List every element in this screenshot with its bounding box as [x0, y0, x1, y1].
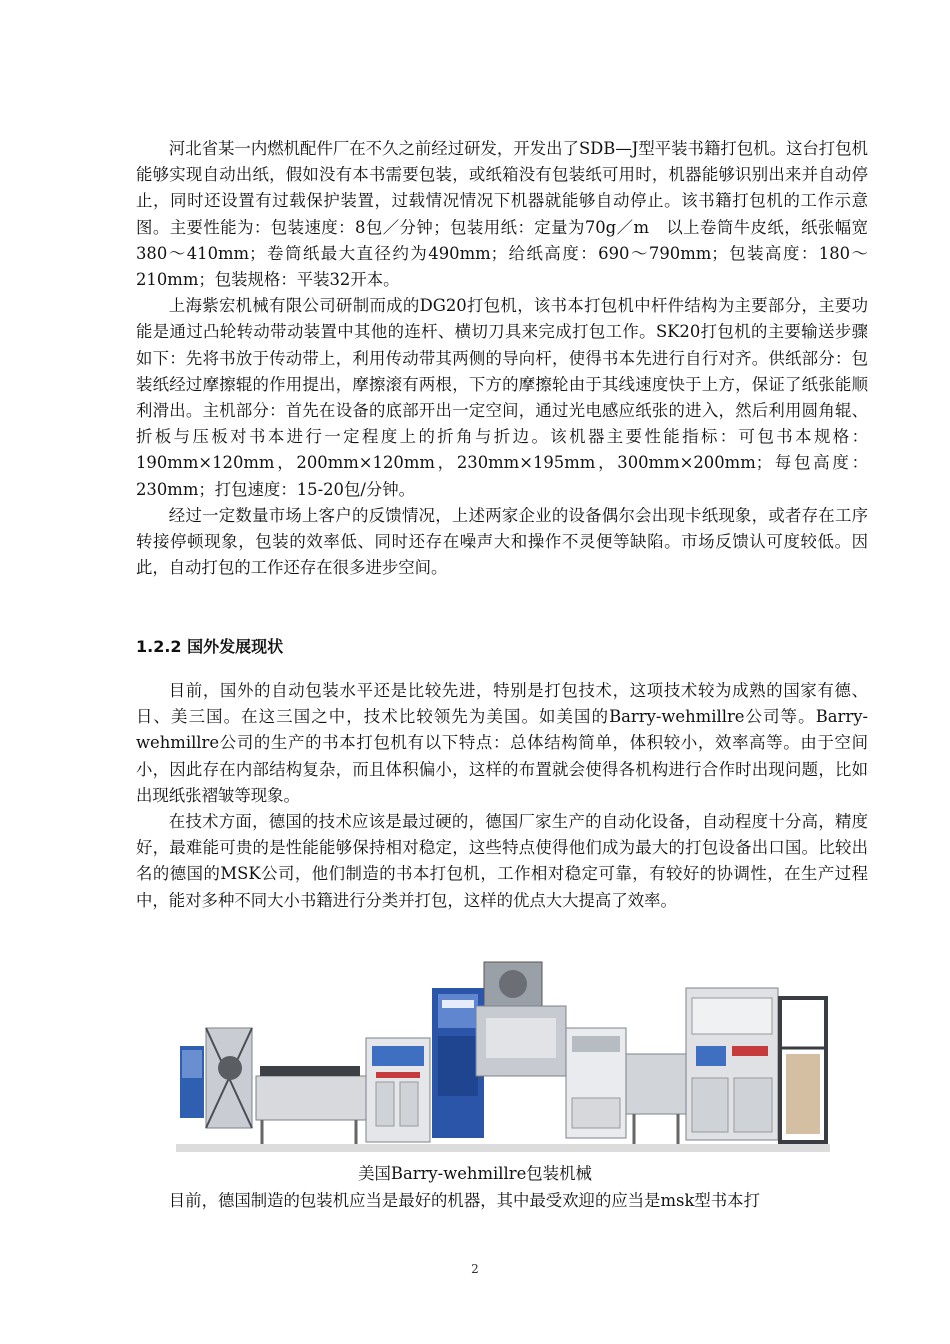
paragraph-germany-tech: 在技术方面，德国的技术应该是最过硬的，德国厂家生产的自动化设备，自动程度十分高，精度好，最难能可贵的是性能能够保持相对稳定，这些特点使得他们成为最大的打包设备出口国。比较出名的德国的MSK公司，他们制造的书本打包机，工作相对稳定可靠，有较好的协调性，在生产过程中，能对多种不同大小书籍进行分类并打包，这样的优点大大提高了效率。	[136, 812, 868, 910]
paragraph-shanghai-zihong: 上海紫宏机械有限公司研制而成的DG20打包机，该书本打包机中杆件结构为主要部分，主要功能是通过凸轮转动带动装置中其他的连杆、横切刀具来完成打包工作。SK20打包机的主要输送步骤如下：先将书放于传动带上，利用传动带其两侧的导向杆，使得书本先进行自行对齐。供纸部分：包装纸经过摩擦辊的作用提出，摩擦滚有两根，下方的摩擦轮由于其线速度快于上方，保证了纸张能顺利滑出。主机部分：首先在设备的底部开出一定空间，通过光电感应纸张的进入，然后利用圆角辊、折板与压板对书本进行一定程度上的折角与折边。该机器主要性能指标：可包书本规格：190mm×120mm，200mm×120mm，230mm×195mm，300mm×200mm；每包高度：230mm；打包速度：15-20包/分钟。	[136, 296, 868, 499]
packaging-machine-image	[176, 958, 830, 1154]
paragraph-germany-msk: 目前，德国制造的包装机应当是最好的机器，其中最受欢迎的应当是msk型书本打	[168, 1191, 760, 1210]
page-number: 2	[471, 1262, 479, 1276]
paragraph-foreign-status: 目前，国外的自动包装水平还是比较先进，特别是打包技术，这项技术较为成熟的国家有德、日、美三国。在这三国之中，技术比较领先为美国。如美国的Barry-wehmillre公司等。Barry-wehmillre公司的生产的书本打包机有以下特点：总体结构简单，体积较小，效率高等。由于空间小，因此存在内部结构复杂，而且体积偏小，这样的布置就会使得各机构进行合作时出现问题，比如出现纸张褶皱等现象。	[136, 681, 868, 805]
section1-body	[136, 136, 868, 581]
paragraph-hebei-factory: 河北省某一内燃机配件厂在不久之前经过研发，开发出了SDB—J型平装书籍打包机。这台打包机能够实现自动出纸，假如没有本书需要包装，或纸箱没有包装纸可用时，机器能够识别出来并自动停止，同时还设置有过载保护装置，过载情况情况下机器就能够自动停止。该书籍打包机的工作示意图。主要性能为：包装速度：8包／分钟；包装用纸：定量为70g／m 以上卷筒牛皮纸，纸张幅宽380～410mm；卷筒纸最大直径约为490mm；给纸高度：690～790mm；包装高度：180～210mm；包装规格：平装32开本。	[136, 139, 868, 290]
packaging-machine-figure	[176, 958, 830, 1154]
figure-caption: 美国Barry-wehmillre包装机械	[358, 1164, 592, 1183]
section2-body	[136, 678, 868, 914]
paragraph-market-feedback: 经过一定数量市场上客户的反馈情况，上述两家企业的设备偶尔会出现卡纸现象，或者存在工序转接停顿现象，包装的效率低、同时还存在噪声大和操作不灵便等缺陷。市场反馈认可度较低。因此，自动打包的工作还存在很多进步空间。	[136, 505, 868, 578]
closing-body	[136, 1188, 868, 1214]
section-heading: 1.2.2 国外发展现状	[136, 637, 284, 656]
